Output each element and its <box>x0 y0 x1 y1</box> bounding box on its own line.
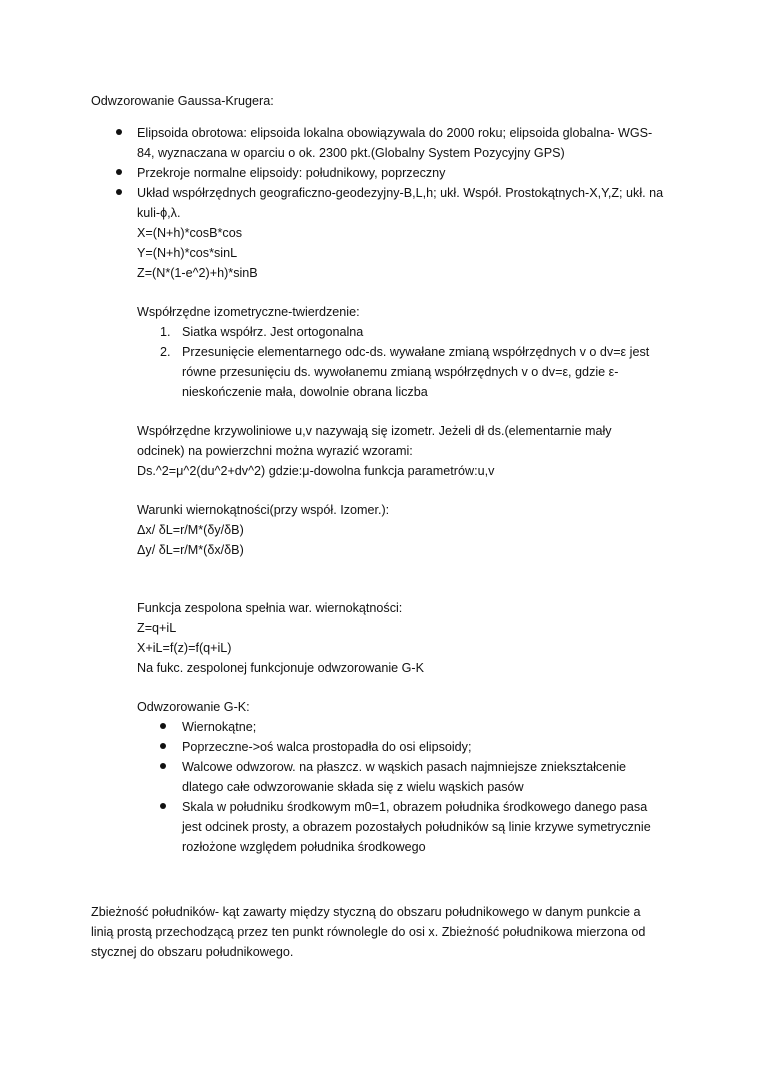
conformity-formula-2: Δy/ δL=r/M*(δx/δB) <box>137 543 244 557</box>
conformity-heading: Warunki wiernokątności(przy współ. Izomer.): <box>137 503 390 517</box>
list-number: 2. <box>160 345 171 359</box>
bullet-icon <box>160 723 166 729</box>
bullet-icon <box>160 743 166 749</box>
bullet-icon <box>116 189 122 195</box>
conformity-formula-1: Δx/ δL=r/M*(δy/δB) <box>137 523 244 537</box>
bullet-1-line-2: 84, wyznaczana w oparciu o ok. 2300 pkt.(Globalny System Pozycyjny GPS) <box>137 146 565 160</box>
isometric-item-1-line-1: Siatka współrz. Jest ortogonalna <box>182 325 364 339</box>
isometric-item-2-line-2: równe przesunięciu ds. wywołanemu zmianą współrzędnych v o dv=ε, gdzie ε- <box>182 365 619 379</box>
complex-formula-1: Z=q+iL <box>137 621 177 635</box>
formula-x: X=(N+h)*cosB*cos <box>137 226 242 240</box>
complex-note: Na fukc. zespolonej funkcjonuje odwzorowanie G-K <box>137 661 425 675</box>
curvilinear-line-1: Współrzędne krzywoliniowe u,v nazywają się izometr. Jeżeli dł ds.(elementarnie mały <box>137 424 612 438</box>
document-title: Odwzorowanie Gaussa-Krugera: <box>91 94 274 108</box>
list-number: 1. <box>160 325 171 339</box>
formula-y: Y=(N+h)*cos*sinL <box>137 246 238 260</box>
convergence-line-1: Zbieżność południków- kąt zawarty między styczną do obszaru południkowego w danym punkcie a <box>91 905 641 919</box>
convergence-line-2: linią prostą przechodzącą przez ten punkt równolegle do osi x. Zbieżność południkowa mierzona od <box>91 925 646 939</box>
bullet-3-line-2: kuli-ϕ,λ. <box>137 206 181 220</box>
isometric-item-2-line-3: nieskończenie mała, dowolnie obrana liczba <box>182 385 428 399</box>
curvilinear-line-2: odcinek) na powierzchni można wyrazić wzorami: <box>137 444 413 458</box>
gk-bullet-1: Wiernokątne; <box>182 720 257 734</box>
curvilinear-line-3: Ds.^2=μ^2(du^2+dv^2) gdzie:μ-dowolna funkcja parametrów:u,v <box>137 464 495 478</box>
gk-heading: Odwzorowanie G-K: <box>137 700 250 714</box>
bullet-2-line-1: Przekroje normalne elipsoidy: południkowy, poprzeczny <box>137 166 446 180</box>
bullet-1-line-1: Elipsoida obrotowa: elipsoida lokalna obowiązywala do 2000 roku; elipsoida globalna- WGS- <box>137 126 653 140</box>
gk-bullet-4-line-2: jest odcinek prosty, a obrazem pozostałych południków są linie krzywe symetrycznie <box>182 820 651 834</box>
isometric-item-2-line-1: Przesunięcie elementarnego odc-ds. wywałane zmianą współrzędnych v o dv=ε jest <box>182 345 650 359</box>
isometric-heading: Współrzędne izometryczne-twierdzenie: <box>137 305 360 319</box>
bullet-icon <box>160 763 166 769</box>
gk-bullet-4-line-3: rozłożone względem południka środkowego <box>182 840 426 854</box>
bullet-3-line-1: Układ współrzędnych geograficzno-geodezyjny-B,L,h; ukł. Współ. Prostokątnych-X,Y,Z; ukł. na <box>137 186 664 200</box>
formula-z: Z=(N*(1-e^2)+h)*sinB <box>137 266 258 280</box>
gk-bullet-4-line-1: Skala w południku środkowym m0=1, obrazem południka środkowego danego pasa <box>182 800 648 814</box>
gk-bullet-2: Poprzeczne->oś walca prostopadła do osi elipsoidy; <box>182 740 472 754</box>
bullet-icon <box>116 129 122 135</box>
gk-bullet-3-line-1: Walcowe odwzorow. na płaszcz. w wąskich pasach najmniejsze zniekształcenie <box>182 760 627 774</box>
bullet-icon <box>160 803 166 809</box>
complex-heading: Funkcja zespolona spełnia war. wiernokątności: <box>137 601 403 615</box>
convergence-line-3: stycznej do obszaru południkowego. <box>91 945 294 959</box>
gk-bullet-3-line-2: dlatego całe odwzorowanie składa się z wielu wąskich pasów <box>182 780 524 794</box>
bullet-icon <box>116 169 122 175</box>
complex-formula-2: X+iL=f(z)=f(q+iL) <box>137 641 232 655</box>
